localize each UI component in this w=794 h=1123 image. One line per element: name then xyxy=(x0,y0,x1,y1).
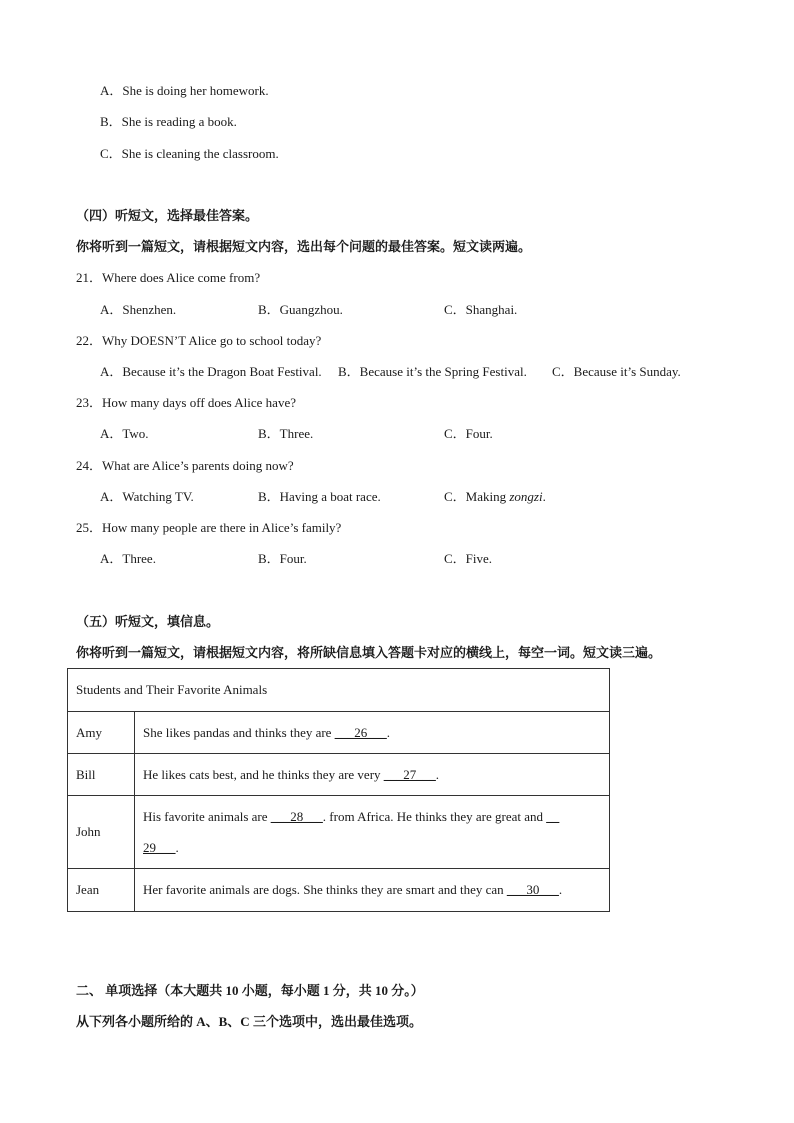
q24-option-c xyxy=(444,489,546,505)
question-21: 21．Where does Alice come from? xyxy=(76,270,261,285)
table-header-row xyxy=(68,669,610,712)
info-text: Her favorite animals are dogs. She thinks they are smart and they can xyxy=(143,882,507,897)
question-22: 22．Why DOESN’T Alice go to school today? xyxy=(76,333,322,348)
q24-option-c-suffix: . xyxy=(542,489,546,504)
table-header: Students and Their Favorite Animals xyxy=(68,669,610,712)
info-text-end: . xyxy=(175,840,179,855)
part2-instruction: 从下列各小题所给的 A、B、C 三个选项中，选出最佳选项。 xyxy=(76,1014,422,1029)
q25-option-b: B．Four. xyxy=(258,551,307,566)
question-24: 24．What are Alice’s parents doing now? xyxy=(76,458,294,473)
q23-option-c: C．Four. xyxy=(444,426,493,441)
info-text-end: . xyxy=(558,882,563,897)
q21-option-b: B．Guangzhou. xyxy=(258,302,343,317)
info-text-mid: . from Africa. He thinks they are great and xyxy=(322,809,547,824)
student-name: John xyxy=(68,796,135,869)
q22-option-c: C．Because it’s Sunday. xyxy=(552,364,681,379)
info-text-end: . xyxy=(386,724,390,740)
section4-title: （四）听短文，选择最佳答案。 xyxy=(76,208,259,223)
info-text: His favorite animals are xyxy=(143,809,271,824)
table-row xyxy=(68,796,610,869)
section4-instruction: 你将听到一篇短文，请根据短文内容，选出每个问题的最佳答案。短文读两遍。 xyxy=(76,239,532,254)
q22-option-b: B．Because it’s the Spring Festival. xyxy=(338,364,527,379)
answer-blank-28: ___28___ xyxy=(270,809,323,824)
student-name: Jean xyxy=(68,869,135,912)
info-text: She likes pandas and thinks they are xyxy=(143,724,335,740)
q24-option-c-prefix: C．Making xyxy=(444,489,510,504)
answer-blank-27: ___27___ xyxy=(383,766,436,782)
question-23: 23．How many days off does Alice have? xyxy=(76,395,296,410)
info-text-end: . xyxy=(435,766,440,782)
student-info xyxy=(135,869,610,912)
q25-option-a: A．Three. xyxy=(100,551,156,566)
q24-option-a: A．Watching TV. xyxy=(100,489,194,504)
info-text: He likes cats best, and he thinks they are very xyxy=(143,766,384,782)
student-name: Amy xyxy=(68,712,135,754)
q21-option-a: A．Shenzhen. xyxy=(100,302,177,317)
section5-instruction: 你将听到一篇短文，请根据短文内容，将所缺信息填入答题卡对应的横线上，每空一词。短文读三遍。 xyxy=(76,645,662,660)
part2-title: 二、 单项选择（本大题共 10 小题，每小题 1 分，共 10 分。） xyxy=(76,983,424,998)
table-row xyxy=(68,869,610,912)
q21-option-c: C．Shanghai. xyxy=(444,302,518,317)
student-name: Bill xyxy=(68,754,135,796)
q23-option-a: A．Two. xyxy=(100,426,149,441)
answer-blank-30: ___30___ xyxy=(506,882,559,897)
table-row xyxy=(68,754,610,796)
q22-option-a: A．Because it’s the Dragon Boat Festival. xyxy=(100,364,322,379)
answer-blank-26: ___26___ xyxy=(334,724,387,740)
student-info xyxy=(135,712,610,754)
question-25: 25．How many people are there in Alice’s family? xyxy=(76,520,342,535)
option-b: B．She is reading a book. xyxy=(100,114,237,129)
answer-blank-29-start: __ xyxy=(546,809,560,824)
q23-option-b: B．Three. xyxy=(258,426,314,441)
q24-option-b: B．Having a boat race. xyxy=(258,489,381,504)
student-info xyxy=(135,754,610,796)
info-table xyxy=(67,668,610,912)
section5-title: （五）听短文，填信息。 xyxy=(76,614,220,629)
q24-option-c-zongzi: zongzi xyxy=(509,489,543,504)
student-info xyxy=(135,796,610,869)
answer-blank-29: 29___ xyxy=(143,840,176,855)
q25-option-c: C．Five. xyxy=(444,551,493,566)
table-row xyxy=(68,712,610,754)
option-a: A．She is doing her homework. xyxy=(100,83,269,98)
option-c: C．She is cleaning the classroom. xyxy=(100,146,279,161)
